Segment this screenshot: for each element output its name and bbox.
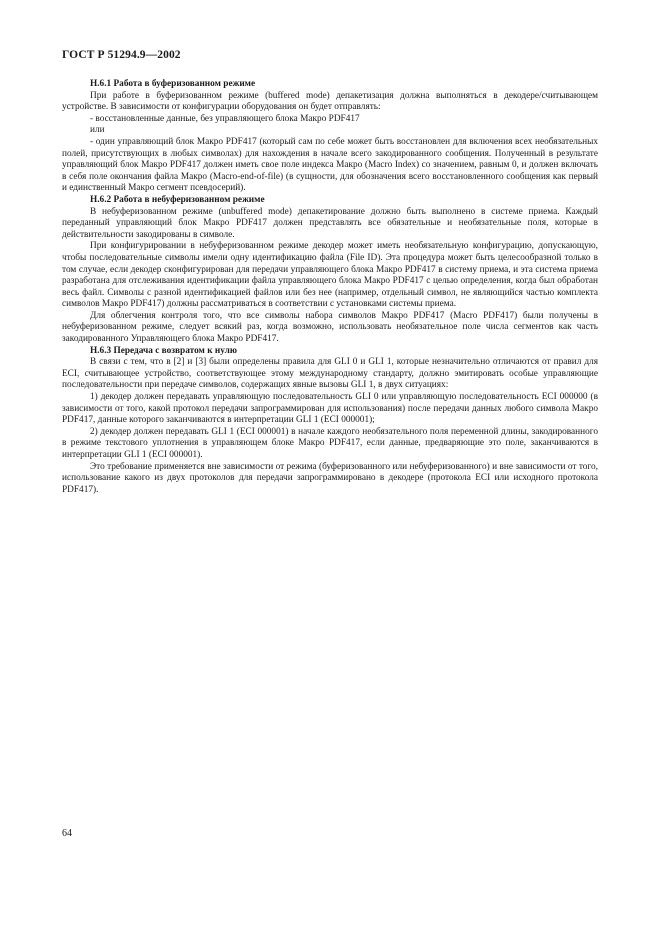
- paragraph: При конфигурировании в небуферизованном режиме декодер может иметь необязательную конфигурацию, допускающую, чтобы последовательные символы имели одну идентификацию файла (File ID). Эта процедура может быть целесообразной только в том случае, если декодер сконфигурирован для передачи управляющего блока Макро PDF417 в систему приема, и эта система приема разработана для отслеживания идентификации файла управляющего блока Макро PDF417 с целью определения, когда был обработан весь файл. Символы с разной идентификацией файлов или без нее (например, отдельный символ, не являющийся частью комплекта символов Макро PDF417) должны рассматриваться в соответствии с установками системы приема.: [62, 241, 598, 310]
- list-item: - один управляющий блок Макро PDF417 (который сам по себе может быть восстановлен для включения всех необязательных полей, присутствующих в любых символах) для нахождения в начале всего закодированного сообщения. Полученный в результате управляющий блок Макро PDF417 должен иметь свое поле индекса Макро (Macro Index) со значением, равным 0, и должен включать в себя поле окончания файла Макро (Macro-end-of-file) (в сущности, для обозначения всего восстановленного сообщения как первый и единственный Макро сегмент псевдосерий).: [62, 136, 598, 194]
- document-body: [62, 79, 598, 496]
- paragraph: В небуферизованном режиме (unbuffered mode) депакетирование должно быть выполнено в системе приема. Каждый переданный управляющий блок Макро PDF417 должен представлять все обязательные и необязательные поля, которые в действительности закодированы в символе.: [62, 206, 598, 240]
- standard-header: ГОСТ Р 51294.9—2002: [62, 49, 181, 61]
- paragraph: Для облегчения контроля того, что все символы набора символов Макро PDF417 (Macro PDF417) были получены в небуферизованном режиме, следует всякий раз, когда возможно, использовать необязательное поле числа сегментов как часть закодированного Управляющего блока Макро PDF417.: [62, 310, 598, 345]
- section-heading-h61: Н.6.1 Работа в буферизованном режиме: [90, 79, 256, 89]
- paragraph: При работе в буферизованном режиме (buffered mode) депакетизация должна выполняться в декодере/считывающем устройстве. В зависимости от конфигурации оборудования он будет отправлять:: [62, 90, 598, 113]
- paragraph: Это требование применяется вне зависимости от режима (буферизованного или небуферизованного) и вне зависимости от того, использование какого из двух протоколов для передачи запрограммировано в декодере (протокола ECI или исходного протокола PDF417).: [62, 461, 598, 495]
- list-item: 2) декодер должен передавать GLI 1 (ECI 000001) в начале каждого необязательного поля переменной длины, закодированного в режиме текстового уплотнения в управляющем блоке Макро PDF417, если данные, предваряющие это поле, заканчиваются в интерпретации GLI 1 (ECI 000001).: [62, 426, 598, 460]
- list-item: 1) декодер должен передавать управляющую последовательность GLI 0 или управляющую последовательность ECI 000000 (в зависимости от того, какой протокол передачи запрограммирован для использования) после передачи данных любого символа Макро PDF417, данные которого заканчиваются в интерпретации GLI 1 (ECI 000001);: [62, 392, 598, 426]
- list-item: - восстановленные данные, без управляющего блока Макро PDF417: [90, 113, 360, 124]
- paragraph: или: [90, 125, 105, 136]
- paragraph: В связи с тем, что в [2] и [3] были определены правила для GLI 0 и GLI 1, которые незначительно отличаются от правил для ECI, считывающее устройство, соответствующее этому международному стандарту, должно эмитировать особые управляющие последовательности при передаче символов, содержащих явные вызовы GLI 1, в двух ситуациях:: [62, 357, 598, 391]
- section-heading-h63: Н.6.3 Передача с возвратом к нулю: [90, 345, 237, 356]
- section-heading-h62: Н.6.2 Работа в небуферизованном режиме: [90, 194, 265, 205]
- page-number: 64: [62, 828, 72, 839]
